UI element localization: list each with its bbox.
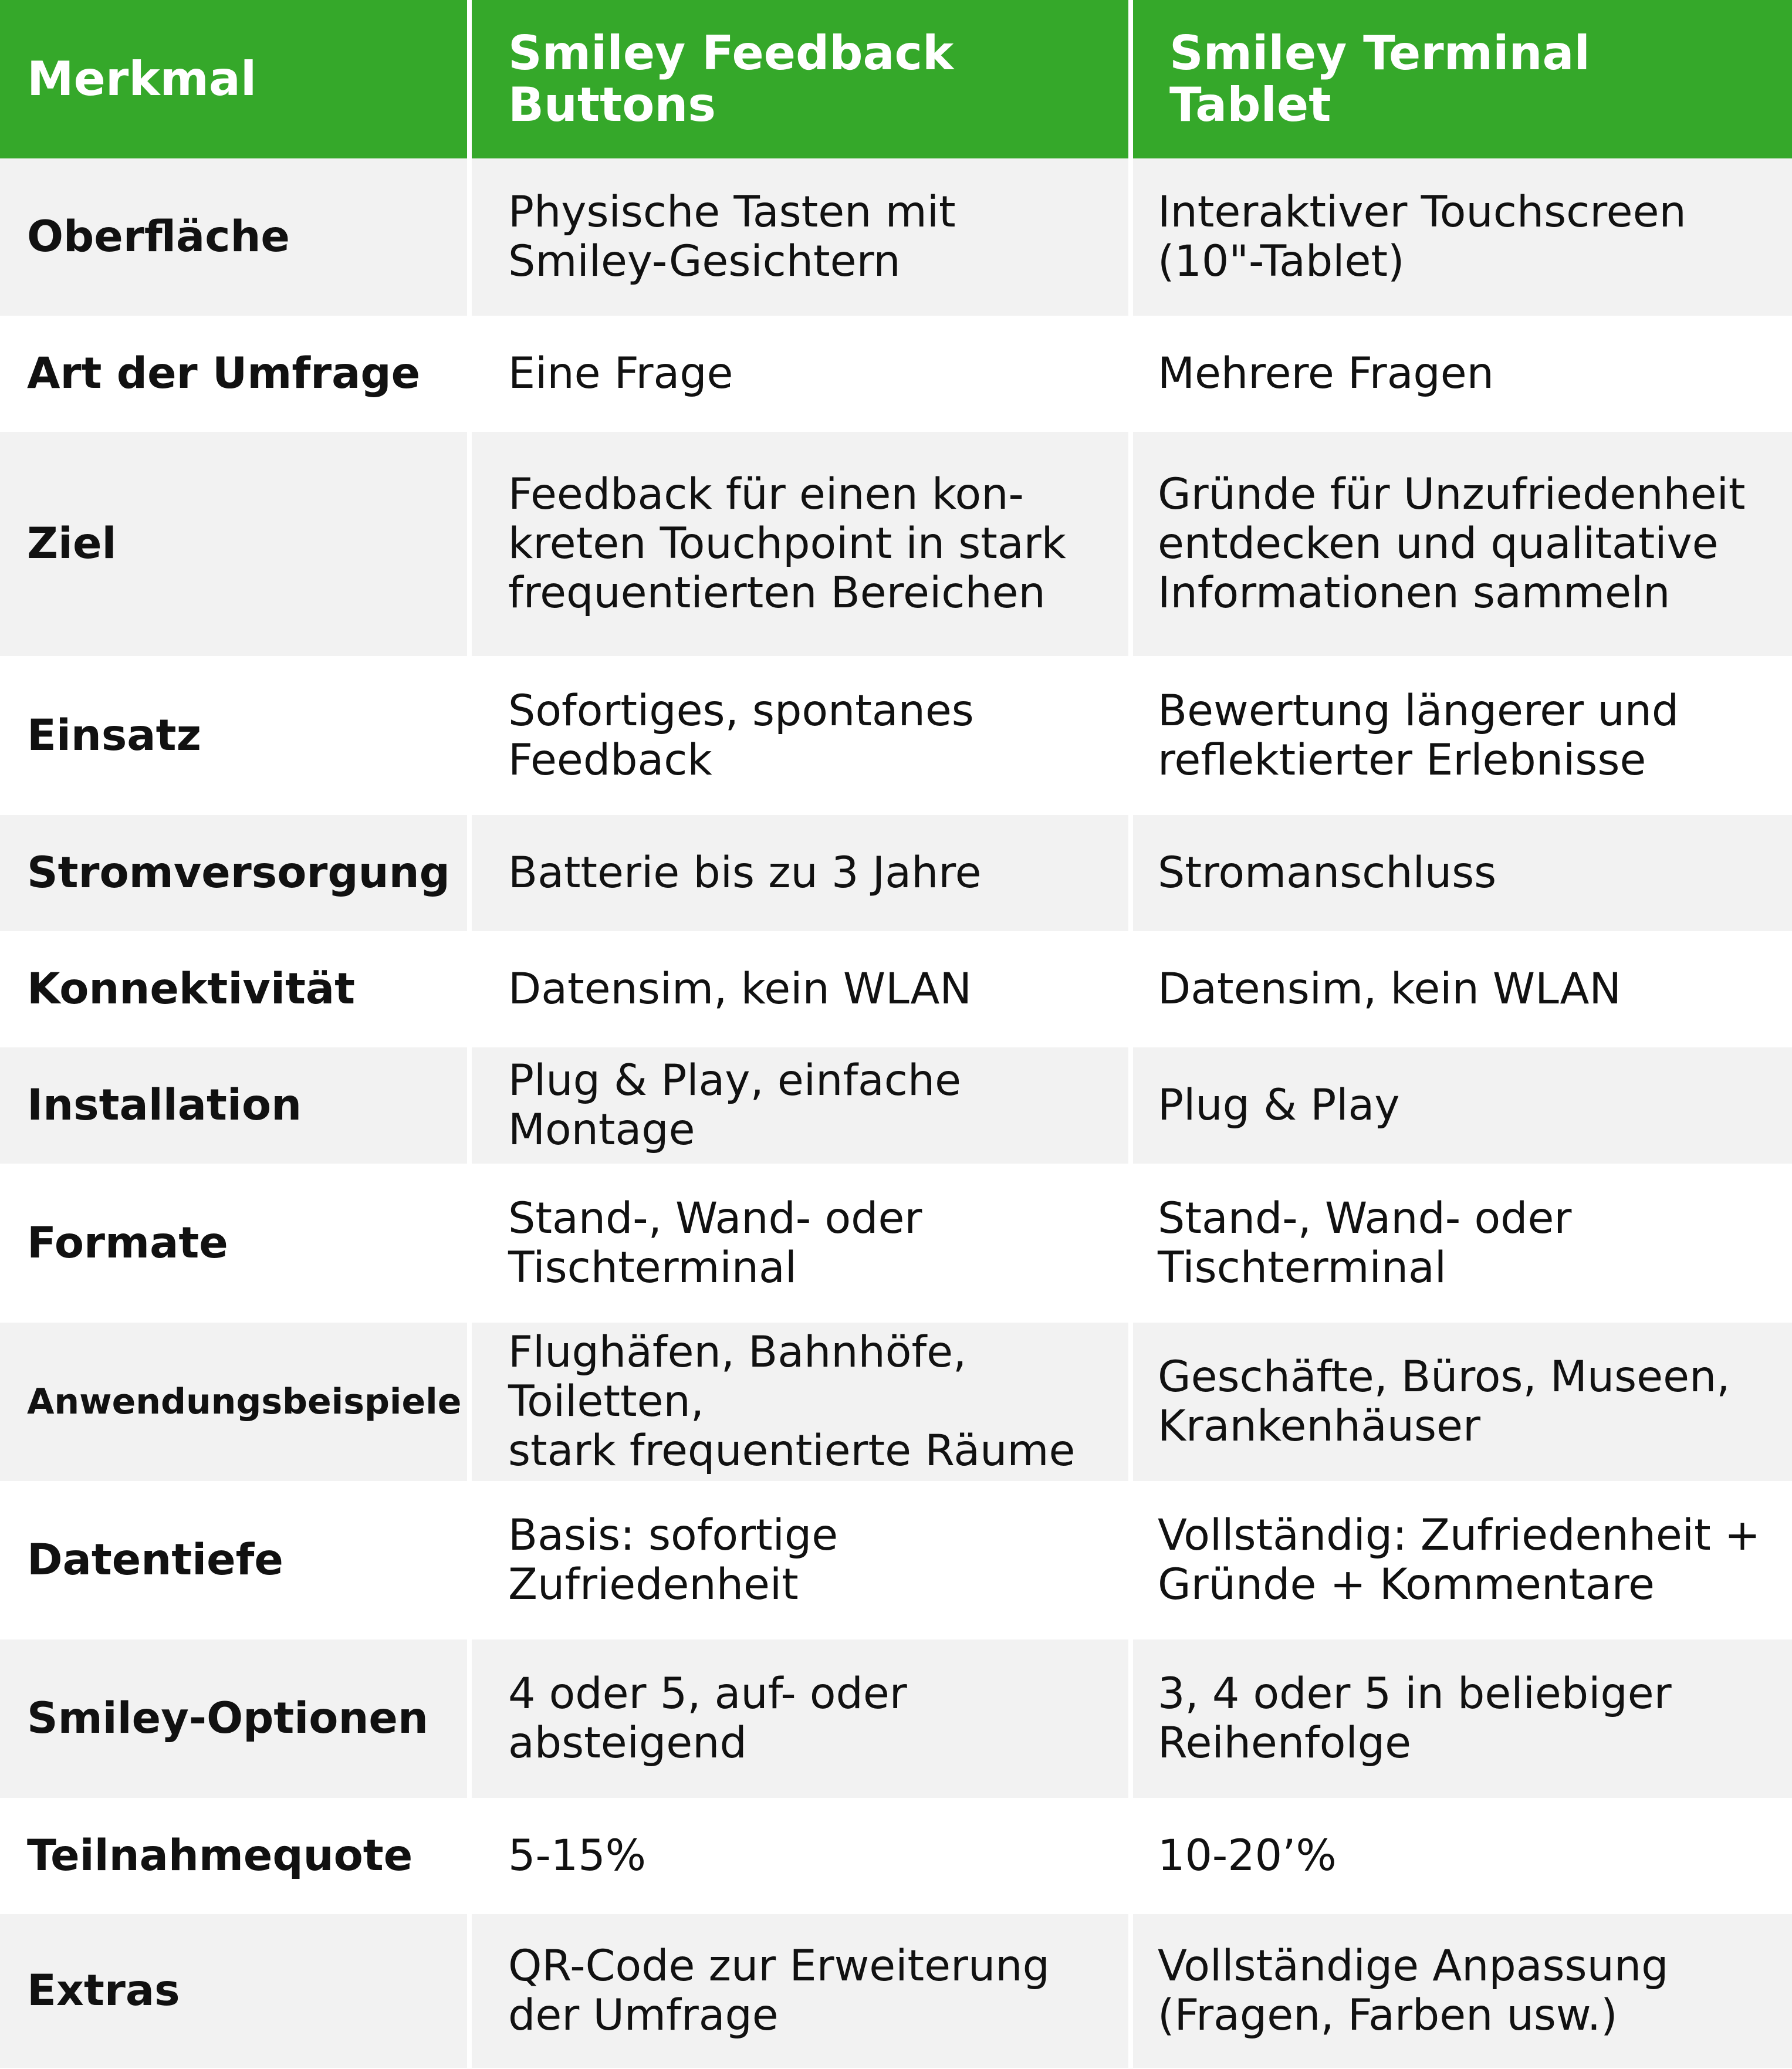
header-smiley-terminal-tablet bbox=[1128, 0, 1792, 158]
header-smiley-feedback-buttons bbox=[467, 0, 1128, 158]
row-key: Ziel bbox=[0, 432, 467, 656]
row-value-buttons: QR-Code zur Erweiterung der Umfrage bbox=[467, 1914, 1128, 2068]
header-smiley-terminal-tablet-label: Smiley Terminal Tablet bbox=[1169, 26, 1590, 132]
row-value-buttons: Flughäfen, Bahnhöfe, Toiletten, stark frequentierte Räume bbox=[467, 1323, 1128, 1481]
row-value-tablet: Vollständig: Zufriedenheit + Gründe + Kommentare bbox=[1128, 1481, 1792, 1639]
row-value-tablet: Stromanschluss bbox=[1128, 815, 1792, 931]
row-key: Smiley-Optionen bbox=[0, 1639, 467, 1798]
row-key: Konnektivität bbox=[27, 964, 356, 1014]
row-value-buttons: 4 oder 5, auf- oder absteigend bbox=[467, 1639, 1128, 1798]
row-value-tablet: Geschäfte, Büros, Museen, Krankenhäuser bbox=[1128, 1323, 1792, 1481]
row-key: Einsatz bbox=[27, 710, 201, 760]
row-value-tablet: Gründe für Unzufriedenheit entdecken und qualitative Informationen sammeln bbox=[1128, 432, 1792, 656]
row-value-tablet: Vollständige Anpassung (Fragen, Farben usw.) bbox=[1128, 1914, 1792, 2068]
row-value-tablet: Datensim, kein WLAN bbox=[1128, 931, 1792, 1047]
header-smiley-feedback-buttons-label: Smiley Feedback Buttons bbox=[508, 26, 954, 132]
row-value-tablet: Bewertung längerer und reflektierter Erlebnisse bbox=[1128, 656, 1792, 815]
row-value-buttons: 5-15% bbox=[467, 1798, 1128, 1914]
row-key: Oberfläche bbox=[0, 158, 467, 316]
row-value-tablet: Plug & Play bbox=[1128, 1047, 1792, 1164]
header-merkmal-label: Merkmal bbox=[27, 52, 257, 106]
row-value-buttons: Stand-, Wand- oder Tischterminal bbox=[467, 1164, 1128, 1323]
row-value-buttons: Physische Tasten mit Smiley-Gesichtern bbox=[467, 158, 1128, 316]
row-key: Datentiefe bbox=[27, 1535, 283, 1585]
row-key: Art der Umfrage bbox=[27, 349, 421, 398]
row-value-tablet: Stand-, Wand- oder Tischterminal bbox=[1128, 1164, 1792, 1323]
row-value-tablet: 3, 4 oder 5 in beliebiger Reihenfolge bbox=[1128, 1639, 1792, 1798]
row-value-buttons: Datensim, kein WLAN bbox=[467, 931, 1128, 1047]
row-key: Anwendungsbeispiele bbox=[0, 1323, 467, 1481]
row-key: Formate bbox=[27, 1218, 228, 1268]
row-value-tablet: Interaktiver Touchscreen (10"-Tablet) bbox=[1128, 158, 1792, 316]
row-value-buttons: Plug & Play, einfache Montage bbox=[467, 1047, 1128, 1164]
row-value-buttons: Feedback für einen kon- kreten Touchpoint in stark frequentierten Bereichen bbox=[467, 432, 1128, 656]
row-value-buttons: Basis: sofortige Zufriedenheit bbox=[467, 1481, 1128, 1639]
row-value-tablet: 10-20’% bbox=[1128, 1798, 1792, 1914]
header-merkmal bbox=[0, 0, 467, 158]
row-key: Teilnahmequote bbox=[27, 1831, 413, 1881]
row-value-tablet: Mehrere Fragen bbox=[1128, 316, 1792, 432]
row-value-buttons: Batterie bis zu 3 Jahre bbox=[467, 815, 1128, 931]
row-key: Extras bbox=[0, 1914, 467, 2068]
row-key: Installation bbox=[0, 1047, 467, 1164]
row-value-buttons: Eine Frage bbox=[467, 316, 1128, 432]
row-key: Stromversorgung bbox=[0, 815, 467, 931]
row-value-buttons: Sofortiges, spontanes Feedback bbox=[467, 656, 1128, 815]
